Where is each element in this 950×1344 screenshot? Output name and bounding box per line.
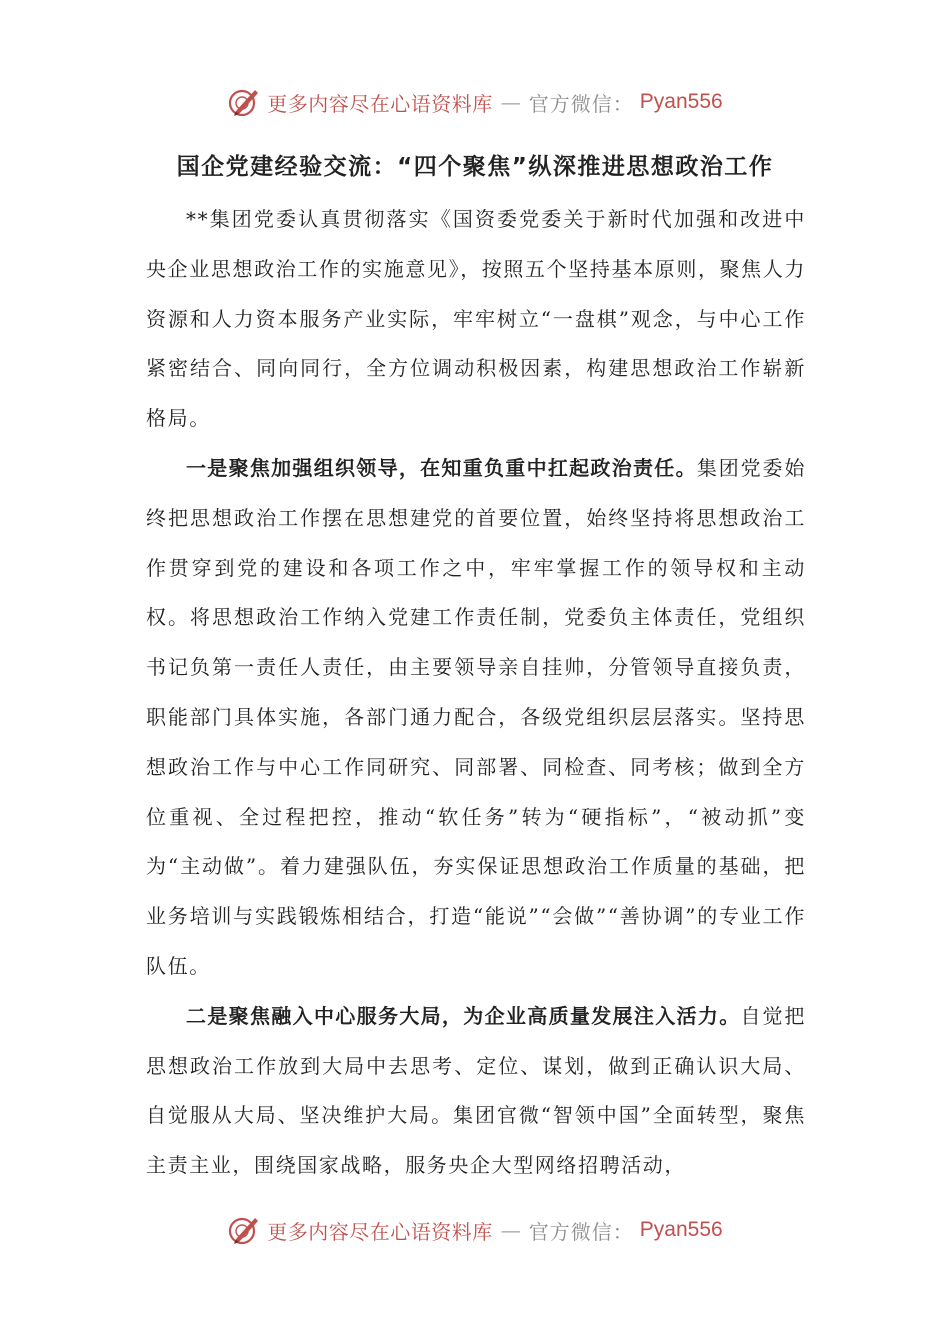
footer-banner	[0, 1208, 950, 1252]
banner-dash: —	[500, 1218, 521, 1242]
pen-logo-icon	[227, 85, 261, 119]
paragraph-intro	[146, 195, 806, 444]
paragraph-lead: 二是聚焦融入中心服务大局，为企业高质量发展注入活力。	[186, 1003, 741, 1028]
article-body	[146, 195, 806, 1191]
banner-wechat-label: 官方微信：	[528, 1219, 634, 1244]
banner-wechat-account: Pyan556	[639, 90, 723, 113]
paragraph-text: **集团党委认真贯彻落实《国资委党委关于新时代加强和改进中央企业思想政治工作的实施意见》，按照五个坚持基本原则，聚焦人力资源和人力资本服务产业实际，牢牢树立“一盘棋”观念，与中心工作紧密结合、同向同行，全方位调动积极因素，构建思想政治工作崭新格局。	[146, 207, 806, 431]
paragraph-section-2	[146, 992, 806, 1191]
paragraph-text: 集团党委始终把思想政治工作摆在思想建党的首要位置，始终坚持将思想政治工作贯穿到党的建设和各项工作之中，牢牢掌握工作的领导权和主动权。将思想政治工作纳入党建工作责任制，党委负主体责任，党组织书记负第一责任人责任，由主要领导亲自挂帅，分管领导直接负责，职能部门具体实施，各部门通力配合，各级党组织层层落实。坚持思想政治工作与中心工作同研究、同部署、同检查、同考核；做到全方位重视、全过程把控，推动“软任务”转为“硬指标”，“被动抓”变为“主动做”。着力建强队伍，夯实保证思想政治工作质量的基础，把业务培训与实践锻炼相结合，打造“能说”“会做”“善协调”的专业工作队伍。	[146, 455, 807, 978]
header-banner	[0, 80, 950, 124]
banner-dash: —	[500, 90, 521, 114]
banner-site-name: 更多内容尽在心语资料库	[267, 1219, 493, 1244]
paragraph-lead: 一是聚焦加强组织领导，在知重负重中扛起政治责任。	[186, 455, 697, 480]
banner-content	[227, 85, 722, 119]
banner-wechat-account: Pyan556	[639, 1218, 723, 1241]
banner-content	[227, 1213, 722, 1247]
banner-wechat-label: 官方微信：	[528, 91, 634, 116]
paragraph-text: 自觉把思想政治工作放到大局中去思考、定位、谋划，做到正确认识大局、自觉服从大局、坚决维护大局。集团官微“智领中国”全面转型，聚焦主责主业，围绕国家战略，服务央企大型网络招聘活动，	[146, 1003, 806, 1178]
paragraph-section-1	[146, 444, 806, 992]
pen-logo-icon	[227, 1213, 261, 1247]
banner-site-name: 更多内容尽在心语资料库	[267, 91, 493, 116]
article-title: 国企党建经验交流：“四个聚焦”纵深推进思想政治工作	[176, 154, 774, 180]
